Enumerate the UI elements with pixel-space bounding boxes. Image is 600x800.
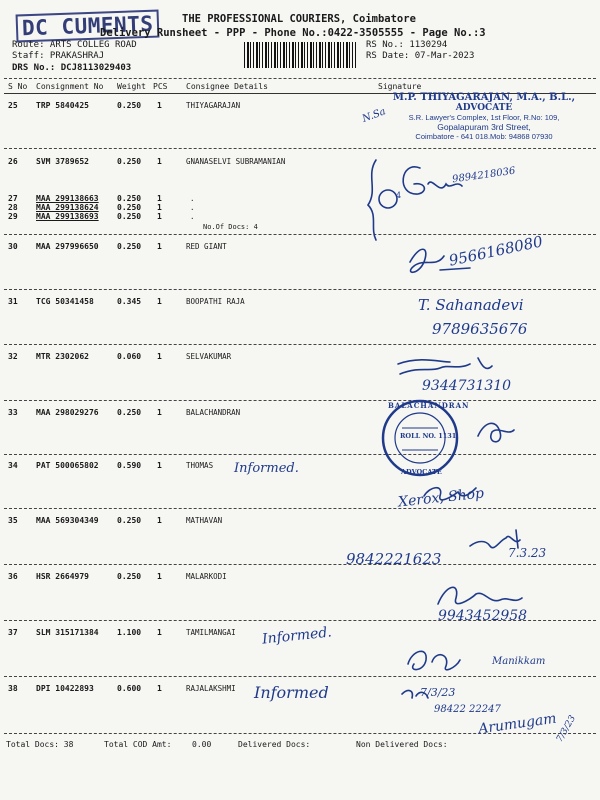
- row-weight: 0.250: [117, 408, 142, 417]
- handwritten-date: 7/3/23: [554, 713, 579, 745]
- row-sno: 28: [8, 203, 18, 212]
- row-sno: 26: [8, 157, 18, 166]
- col-weight: Weight: [117, 82, 146, 91]
- row-pcs: 1: [157, 352, 162, 361]
- stamp-address-2: Gopalapuram 3rd Street,: [437, 122, 531, 132]
- handwritten-date: 7.3.23: [508, 546, 547, 560]
- row-consignee: MALARKODI: [186, 572, 227, 581]
- row-consignment: SVM 3789652: [36, 157, 89, 166]
- signature-33: [478, 423, 514, 441]
- row-consignment: DPI 10422893: [36, 684, 94, 693]
- row-weight: 0.250: [117, 157, 142, 166]
- signature-37: [408, 651, 460, 669]
- row-pcs: 1: [157, 684, 162, 693]
- row-sno: 35: [8, 516, 18, 525]
- row-weight: 0.250: [117, 212, 142, 221]
- row-sno: 32: [8, 352, 18, 361]
- row-consignment: MTR 2302062: [36, 352, 89, 361]
- row-pcs: 1: [157, 194, 162, 203]
- row-sno: 31: [8, 297, 18, 306]
- row-sno: 33: [8, 408, 18, 417]
- row-pcs: 1: [157, 297, 162, 306]
- row-pcs: 1: [157, 572, 162, 581]
- row-sno: 34: [8, 461, 18, 470]
- row-consignee: GNANASELVI SUBRAMANIAN: [186, 157, 286, 166]
- round-stamp-name: BALACHANDRAN: [388, 401, 470, 410]
- handwritten-note: Informed.: [234, 461, 299, 476]
- total-cod-value: 0.00: [192, 740, 212, 749]
- row-pcs: 1: [157, 628, 162, 637]
- row-weight: 0.250: [117, 101, 142, 110]
- row-consignee: BALACHANDRAN: [186, 408, 241, 417]
- row-consignee: THOMAS: [186, 461, 214, 470]
- row-sno: 37: [8, 628, 18, 637]
- total-docs: Total Docs: 38: [6, 740, 74, 749]
- row-pcs: 1: [157, 203, 162, 212]
- signature-32: [398, 358, 492, 374]
- handwritten-phone: 9943452958: [438, 608, 528, 624]
- row-consignment: HSR 2664979: [36, 572, 89, 581]
- route-label: Route: ARTS COLLEG ROAD: [12, 40, 137, 50]
- row-weight: 0.250: [117, 242, 142, 251]
- row-weight: 0.345: [117, 297, 142, 306]
- runsheet-subtitle: Delivery Runsheet - PPP - Phone No.:0422-3505555 - Page No.:3: [100, 27, 486, 39]
- col-signature: Signature: [378, 82, 422, 91]
- stamp-name: M.P. THIYAGARAJAN, M.A., B.L.,: [392, 92, 576, 103]
- row-consignment: MAA 569304349: [36, 516, 99, 525]
- handwritten-phone: 9344731310: [422, 378, 512, 394]
- row-consignee: .: [190, 203, 195, 212]
- handwritten-note: Informed: [254, 683, 329, 702]
- row-pcs: 1: [157, 157, 162, 166]
- row-sno: 38: [8, 684, 18, 693]
- handwritten-date: 7/3/23: [420, 686, 456, 699]
- row-consignment: MAA 298029276: [36, 408, 99, 417]
- handwritten-name: Arumugam: [477, 710, 558, 738]
- drs-number: DRS No.: DCJ8113029403: [12, 63, 132, 73]
- row-weight: 0.060: [117, 352, 142, 361]
- row-consignee: THIYAGARAJAN: [186, 101, 241, 110]
- brace-mark: [368, 160, 376, 240]
- row-consignee: .: [190, 212, 195, 221]
- row-pcs: 1: [157, 408, 162, 417]
- row-consignment: SLM 315171384: [36, 628, 99, 637]
- row-weight: 0.250: [117, 194, 142, 203]
- signature-36: [438, 587, 522, 604]
- row-sno: 25: [8, 101, 18, 110]
- row-consignment: TRP 5840425: [36, 101, 89, 110]
- row-pcs: 1: [157, 212, 162, 221]
- row-pcs: 1: [157, 242, 162, 251]
- non-delivered-docs: Non Delivered Docs:: [356, 740, 448, 749]
- row-pcs: 1: [157, 461, 162, 470]
- row-sno: 29: [8, 212, 18, 221]
- row-consignee: BOOPATHI RAJA: [186, 297, 245, 306]
- total-cod-label: Total COD Amt:: [104, 740, 172, 749]
- row-consignee: SELVAKUMAR: [186, 352, 232, 361]
- handwritten-note: Informed.: [261, 624, 333, 648]
- handwritten-name: T. Sahanadevi: [418, 296, 524, 314]
- row-consignment: PAT 500065802: [36, 461, 99, 470]
- handwritten-initials: N.Sa: [360, 106, 388, 125]
- row-sno: 27: [8, 194, 18, 203]
- rs-date: RS Date: 07-Mar-2023: [366, 51, 475, 61]
- row-consignment: TCG 50341458: [36, 297, 94, 306]
- row-sno: 30: [8, 242, 18, 251]
- circled-number: 4: [396, 191, 402, 200]
- row-weight: 0.250: [117, 572, 142, 581]
- row-consignee: TAMILMANGAI: [186, 628, 236, 637]
- company-title: THE PROFESSIONAL COURIERS, Coimbatore: [182, 13, 416, 25]
- col-sno: S No: [8, 82, 28, 91]
- rs-number: RS No.: 1130294: [366, 40, 448, 50]
- row-consignee: .: [190, 194, 195, 203]
- delivered-docs: Delivered Docs:: [238, 740, 311, 749]
- row-consignment: MAA 297996650: [36, 242, 99, 251]
- handwritten-phone: 9789635676: [432, 320, 528, 338]
- watermark-logo: DC CUMENTS: [16, 10, 160, 43]
- row-weight: 0.590: [117, 461, 142, 470]
- handwritten-phone: 98422 22247: [434, 704, 501, 715]
- row-consignment: MAA 299138663: [36, 194, 99, 203]
- stamp-title: ADVOCATE: [455, 103, 513, 113]
- row-pcs: 1: [157, 516, 162, 525]
- row-consignee: MATHAVAN: [186, 516, 223, 525]
- handwritten-phone: 9566168080: [447, 232, 545, 270]
- stamp-address-3: Coimbatore - 641 018.Mob: 94868 07930: [415, 132, 553, 141]
- row-consignee: RED GIANT: [186, 242, 227, 251]
- row-weight: 0.600: [117, 684, 142, 693]
- row-weight: 0.250: [117, 203, 142, 212]
- handwritten-phone: 9894218036: [451, 165, 517, 186]
- row-weight: 1.100: [117, 628, 142, 637]
- round-stamp-sub: ADVOCATE: [401, 468, 442, 476]
- col-pcs: PCS: [153, 82, 168, 91]
- staff-label: Staff: PRAKASHRAJ: [12, 51, 105, 61]
- row-sno: 36: [8, 572, 18, 581]
- row-weight: 0.250: [117, 516, 142, 525]
- row-consignee: RAJALAKSHMI: [186, 684, 236, 693]
- handwritten-name: Manikkam: [492, 656, 546, 667]
- col-consignee: Consignee Details: [186, 82, 268, 91]
- row-consignment: MAA 299138693: [36, 212, 99, 221]
- row-consignment: MAA 299138624: [36, 203, 99, 212]
- round-stamp-inner: ROLL NO. 1131: [400, 432, 457, 440]
- no-of-docs: No.Of Docs: 4: [203, 223, 258, 231]
- row-pcs: 1: [157, 101, 162, 110]
- handwritten-note: Xerox, Shop: [397, 485, 485, 511]
- circle-mark: [379, 190, 397, 208]
- col-consignment: Consignment No: [36, 82, 104, 91]
- handwritten-phone: 9842221623: [346, 550, 442, 568]
- stamp-address-1: S.R. Lawyer's Complex, 1st Floor, R.No: 109,: [408, 113, 560, 122]
